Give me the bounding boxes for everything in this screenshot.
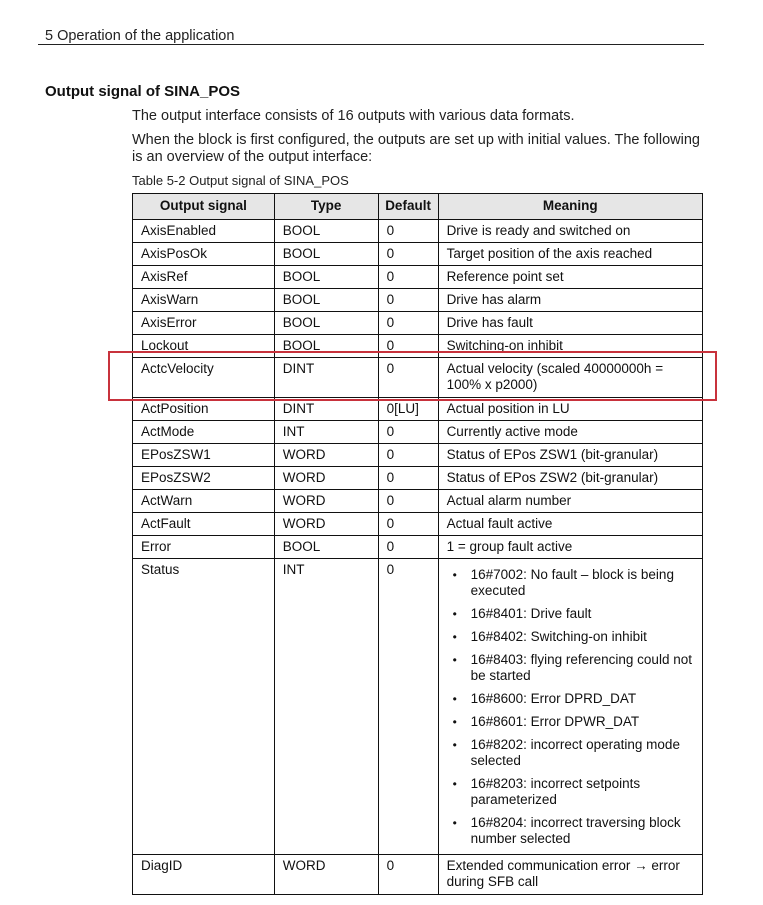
cell-type: BOOL: [274, 243, 378, 266]
cell-signal: EPosZSW1: [133, 444, 275, 467]
cell-meaning: Target position of the axis reached: [438, 243, 702, 266]
status-code-item: • 16#8203: incorrect setpoints parameterized: [471, 776, 696, 808]
cell-default: 0: [378, 513, 438, 536]
table-caption: Table 5-2 Output signal of SINA_POS: [132, 173, 349, 188]
cell-signal: DiagID: [133, 855, 275, 895]
section-title: Output signal of SINA_POS: [45, 83, 241, 100]
cell-default: 0: [378, 467, 438, 490]
table-row-highlighted: [133, 358, 703, 398]
cell-type: BOOL: [274, 220, 378, 243]
cell-default: 0: [378, 358, 438, 398]
table-row: [133, 513, 703, 536]
cell-default: 0: [378, 490, 438, 513]
cell-type: WORD: [274, 467, 378, 490]
cell-default: 0: [378, 335, 438, 358]
table-row-status: [133, 559, 703, 855]
cell-meaning: Status of EPos ZSW1 (bit-granular): [438, 444, 702, 467]
table-row: [133, 312, 703, 335]
table-row: [133, 266, 703, 289]
table-row: [133, 289, 703, 312]
cell-type: WORD: [274, 444, 378, 467]
cell-type: BOOL: [274, 536, 378, 559]
table-row: [133, 536, 703, 559]
table-row: [133, 467, 703, 490]
cell-signal: Status: [133, 559, 275, 855]
status-code-list: [447, 565, 696, 851]
cell-meaning: Reference point set: [438, 266, 702, 289]
header-meaning: Meaning: [438, 194, 702, 220]
table-row: [133, 421, 703, 444]
status-code-item: • 16#8403: flying referencing could not be started: [471, 652, 696, 684]
cell-default: 0: [378, 855, 438, 895]
cell-meaning: Status of EPos ZSW2 (bit-granular): [438, 467, 702, 490]
status-code-item: • 16#8204: incorrect traversing block number selected: [471, 815, 696, 847]
header-output-signal: Output signal: [133, 194, 275, 220]
cell-signal: EPosZSW2: [133, 467, 275, 490]
cell-meaning: Actual position in LU: [438, 398, 702, 421]
config-paragraph: When the block is first configured, the outputs are set up with initial values. The following is an overview of the output interface:: [132, 132, 700, 165]
cell-meaning: Currently active mode: [438, 421, 702, 444]
cell-default: 0: [378, 536, 438, 559]
cell-default: 0: [378, 559, 438, 855]
cell-default: 0[LU]: [378, 398, 438, 421]
cell-default: 0: [378, 266, 438, 289]
cell-signal: Lockout: [133, 335, 275, 358]
cell-default: 0: [378, 243, 438, 266]
cell-meaning: Extended communication error → error during SFB call: [438, 855, 702, 895]
cell-meaning: Drive is ready and switched on: [438, 220, 702, 243]
cell-signal: Error: [133, 536, 275, 559]
table-row: [133, 444, 703, 467]
cell-default: 0: [378, 220, 438, 243]
cell-type: BOOL: [274, 266, 378, 289]
cell-meaning: Switching-on inhibit: [438, 335, 702, 358]
cell-meaning-status-list: [438, 559, 702, 855]
table-row: [133, 490, 703, 513]
cell-signal: ActWarn: [133, 490, 275, 513]
running-header: 5 Operation of the application: [45, 28, 235, 44]
cell-type: WORD: [274, 513, 378, 536]
status-code-item: • 16#8601: Error DPWR_DAT: [471, 714, 696, 730]
table-row-diag: [133, 855, 703, 895]
output-signal-table: [132, 193, 703, 895]
header-default: Default: [378, 194, 438, 220]
cell-type: WORD: [274, 855, 378, 895]
cell-signal: AxisPosOk: [133, 243, 275, 266]
cell-signal: AxisEnabled: [133, 220, 275, 243]
cell-default: 0: [378, 444, 438, 467]
cell-meaning: Drive has alarm: [438, 289, 702, 312]
cell-type: DINT: [274, 398, 378, 421]
cell-type: BOOL: [274, 289, 378, 312]
table-row: [133, 220, 703, 243]
cell-signal: ActMode: [133, 421, 275, 444]
status-code-item: • 16#8600: Error DPRD_DAT: [471, 691, 696, 707]
cell-meaning: 1 = group fault active: [438, 536, 702, 559]
cell-meaning: Drive has fault: [438, 312, 702, 335]
cell-signal: ActPosition: [133, 398, 275, 421]
cell-default: 0: [378, 421, 438, 444]
cell-signal: AxisError: [133, 312, 275, 335]
table-row: [133, 243, 703, 266]
cell-default: 0: [378, 289, 438, 312]
cell-signal: AxisWarn: [133, 289, 275, 312]
cell-type: BOOL: [274, 335, 378, 358]
cell-default: 0: [378, 312, 438, 335]
status-code-item: • 16#8202: incorrect operating mode selected: [471, 737, 696, 769]
cell-signal: ActFault: [133, 513, 275, 536]
cell-signal: ActcVelocity: [133, 358, 275, 398]
cell-type: INT: [274, 421, 378, 444]
table-row: [133, 335, 703, 358]
header-rule: [38, 44, 704, 45]
cell-type: WORD: [274, 490, 378, 513]
status-code-item: • 16#7002: No fault – block is being executed: [471, 567, 696, 599]
cell-type: INT: [274, 559, 378, 855]
intro-paragraph: The output interface consists of 16 outputs with various data formats.: [132, 108, 575, 124]
cell-type: DINT: [274, 358, 378, 398]
cell-meaning: Actual fault active: [438, 513, 702, 536]
cell-type: BOOL: [274, 312, 378, 335]
cell-signal: AxisRef: [133, 266, 275, 289]
status-code-item: • 16#8402: Switching-on inhibit: [471, 629, 696, 645]
header-type: Type: [274, 194, 378, 220]
cell-meaning: Actual velocity (scaled 40000000h = 100% x p2000): [438, 358, 702, 398]
cell-meaning: Actual alarm number: [438, 490, 702, 513]
table-row: [133, 398, 703, 421]
status-code-item: • 16#8401: Drive fault: [471, 606, 696, 622]
table-header-row: [133, 194, 703, 220]
